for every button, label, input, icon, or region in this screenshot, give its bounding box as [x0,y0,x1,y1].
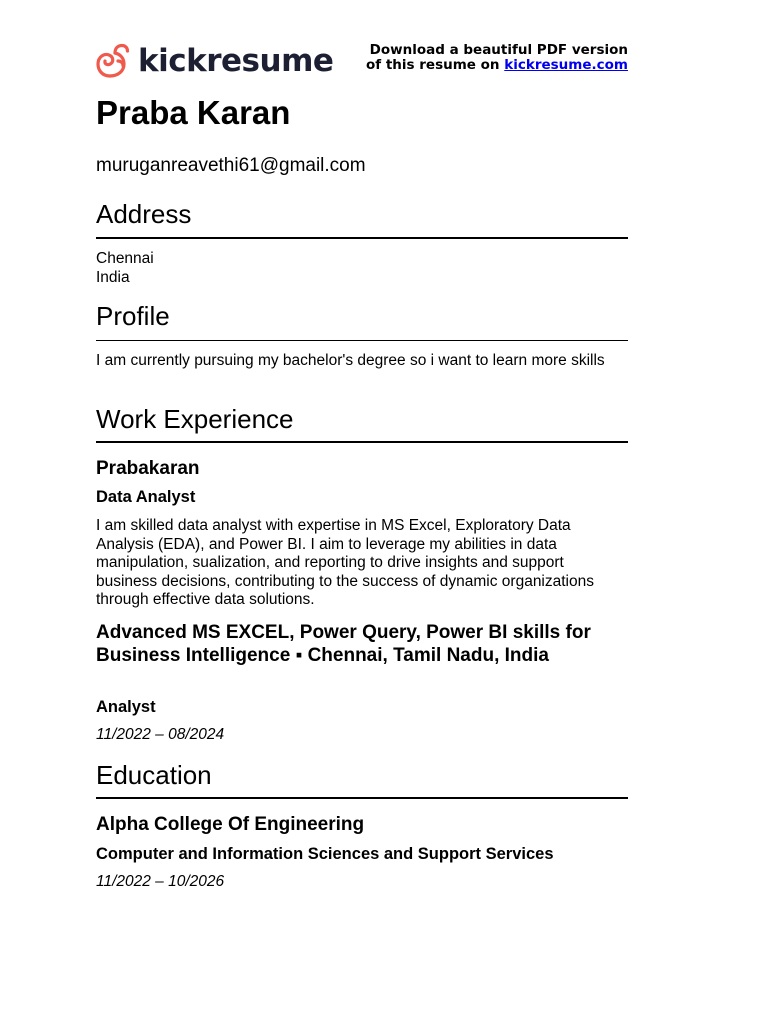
work-role: Data Analyst [96,488,196,506]
address-block [96,250,628,287]
kickresume-logo-icon [96,43,130,79]
profile-text: I am currently pursuing my bachelor's degree so i want to learn more skills [96,352,605,369]
work-employer: Prabakaran [96,458,200,479]
work-employer: Advanced MS EXCEL, Power Query, Power BI skills for Business Intelligence ▪ Chennai, Tamil Nadu, India [96,622,591,666]
email-address[interactable]: muruganreavethi61@gmail.com [96,155,366,176]
education-school: Alpha College Of Engineering [96,814,365,835]
address-country: India [96,268,130,286]
promo-line-2-text: of this resume on [366,57,500,73]
section-divider [96,797,628,799]
work-description: I am skilled data analyst with expertise in MS Excel, Exploratory Data Analysis (EDA), and Power BI. I aim to leverage my abilities in data manipulation, sualization, and reporting to drive insights and support business decisions, contributing to the success of dynamic organizations through effective data solutions. [96,517,594,608]
promo-line-2 [366,58,628,73]
section-title-profile: Profile [96,301,170,331]
kickresume-logo[interactable] [96,43,333,79]
education-dates: 11/2022 – 10/2026 [96,873,225,890]
person-name: Praba Karan [96,94,291,131]
promo-line-1: Download a beautiful PDF version [369,42,628,58]
section-title-education: Education [96,760,212,790]
logo-wordmark: kickresume [138,43,334,79]
section-divider [96,340,628,341]
education-field: Computer and Information Sciences and Support Services [96,845,554,863]
section-divider [96,237,628,239]
section-divider [96,441,628,443]
work-dates: 11/2022 – 08/2024 [96,726,225,743]
header-bar [96,40,628,84]
section-title-work-experience: Work Experience [96,404,294,434]
download-promo [366,43,628,73]
kickresume-link[interactable]: kickresume.com [504,57,628,73]
section-title-address: Address [96,199,192,229]
address-city: Chennai [96,250,154,267]
work-role: Analyst [96,698,156,716]
